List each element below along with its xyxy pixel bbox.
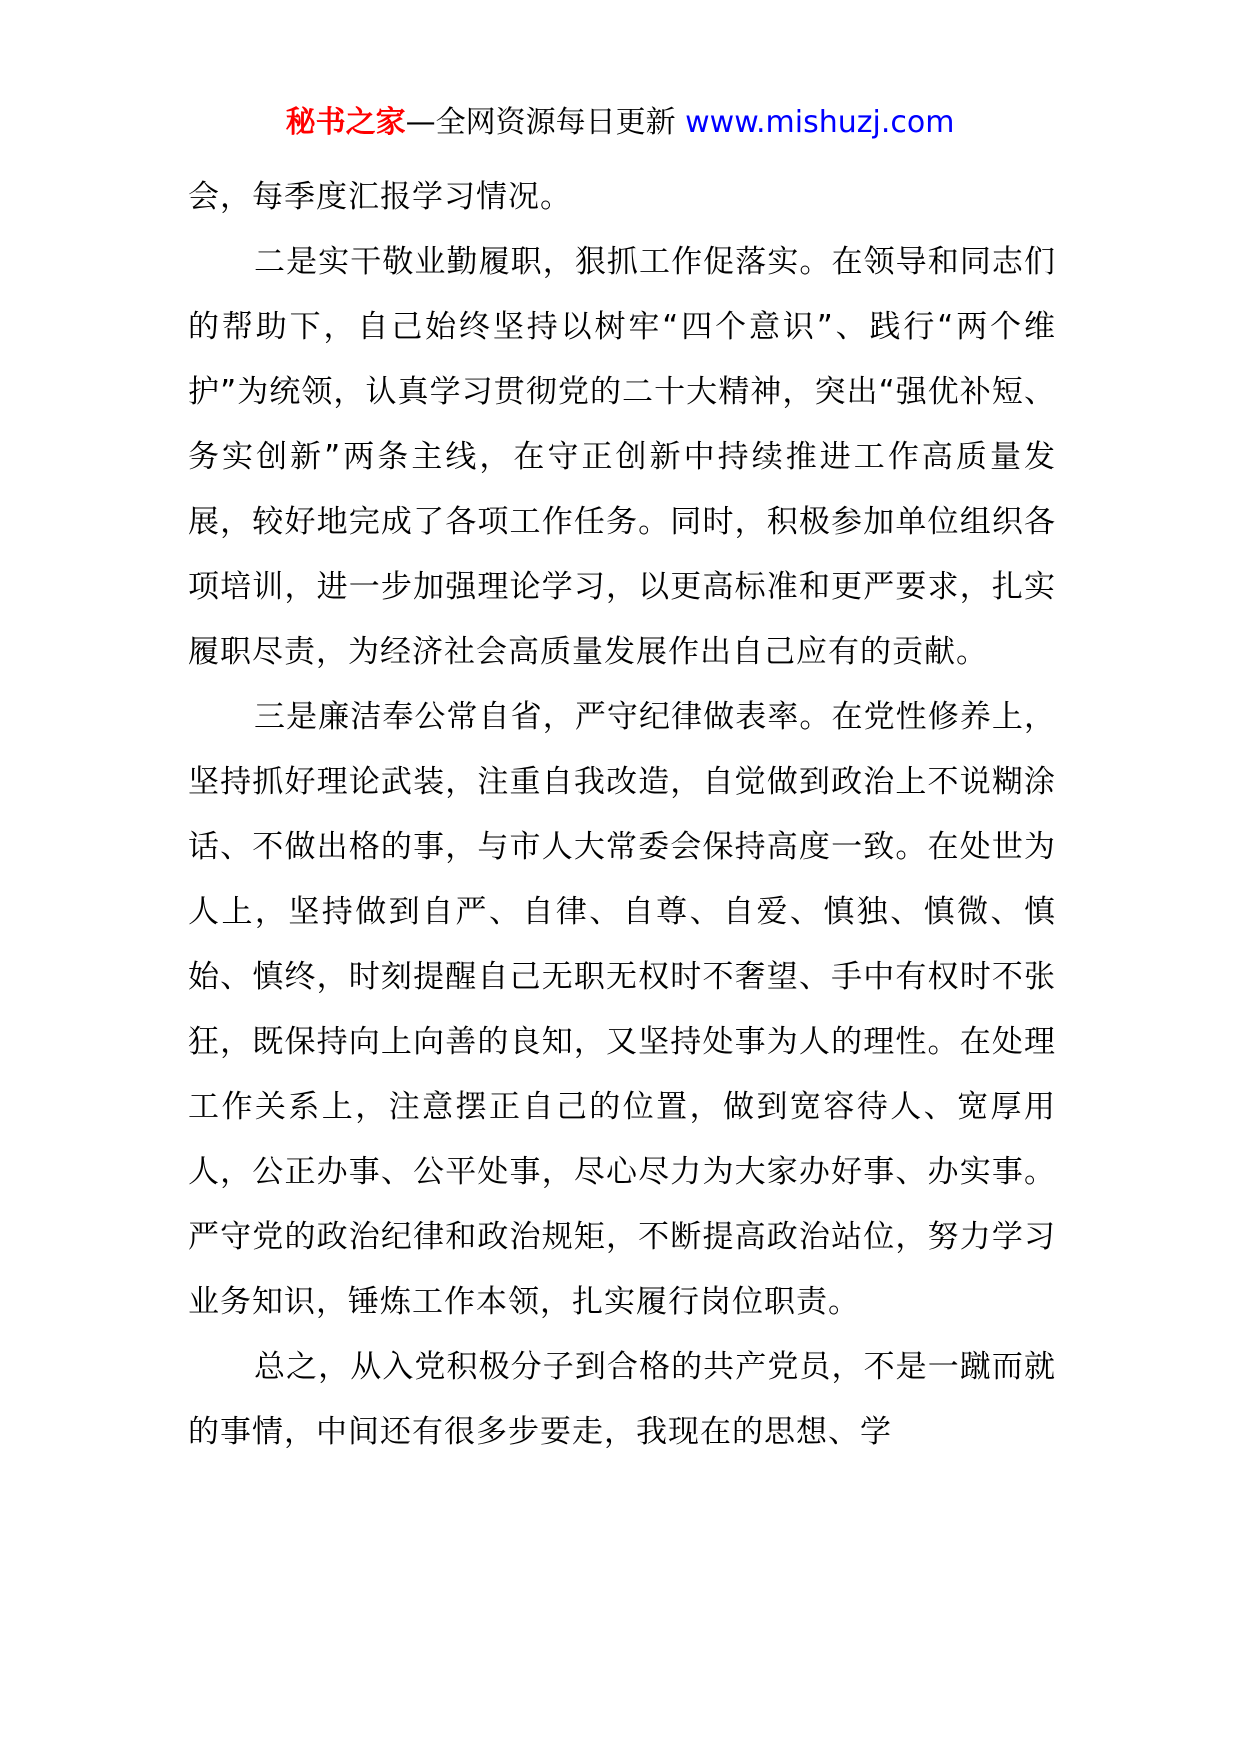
paragraph-continuation: 会，每季度汇报学习情况。 — [188, 179, 572, 215]
document-body — [188, 165, 1056, 1465]
watermark-header — [0, 103, 1240, 143]
paragraph-summary: 总之，从入党积极分子到合格的共产党员，不是一蹴而就的事情，中间还有很多步要走，我现在的思想、学 — [188, 1349, 1056, 1450]
site-url: www.mishuzj.com — [685, 105, 955, 140]
paragraph-point-three: 三是廉洁奉公常自省，严守纪律做表率。在党性修养上，坚持抓好理论武装，注重自我改造，自觉做到政治上不说糊涂话、不做出格的事，与市人大常委会保持高度一致。在处世为人上，坚持做到自严、自律、自尊、自爱、慎独、慎微、慎始、慎终，时刻提醒自己无职无权时不奢望、手中有权时不张狂，既保持向上向善的良知，又坚持处事为人的理性。在处理工作关系上，注意摆正自己的位置，做到宽容待人、宽厚用人，公正办事、公平处事，尽心尽力为大家办好事、办实事。严守党的政治纪律和政治规矩，不断提高政治站位，努力学习业务知识，锤炼工作本领，扎实履行岗位职责。 — [188, 699, 1056, 1320]
paragraph-point-two: 二是实干敬业勤履职，狠抓工作促落实。在领导和同志们的帮助下，自己始终坚持以树牢“四个意识”、践行“两个维护”为统领，认真学习贯彻党的二十大精神，突出“强优补短、务实创新”两条主线，在守正创新中持续推进工作高质量发展，较好地完成了各项工作任务。同时，积极参加单位组织各项培训，进一步加强理论学习，以更高标准和更严要求，扎实履职尽责，为经济社会高质量发展作出自己应有的贡献。 — [188, 244, 1056, 670]
site-tagline: —全网资源每日更新 — [405, 105, 686, 140]
site-brand: 秘书之家 — [285, 105, 406, 140]
